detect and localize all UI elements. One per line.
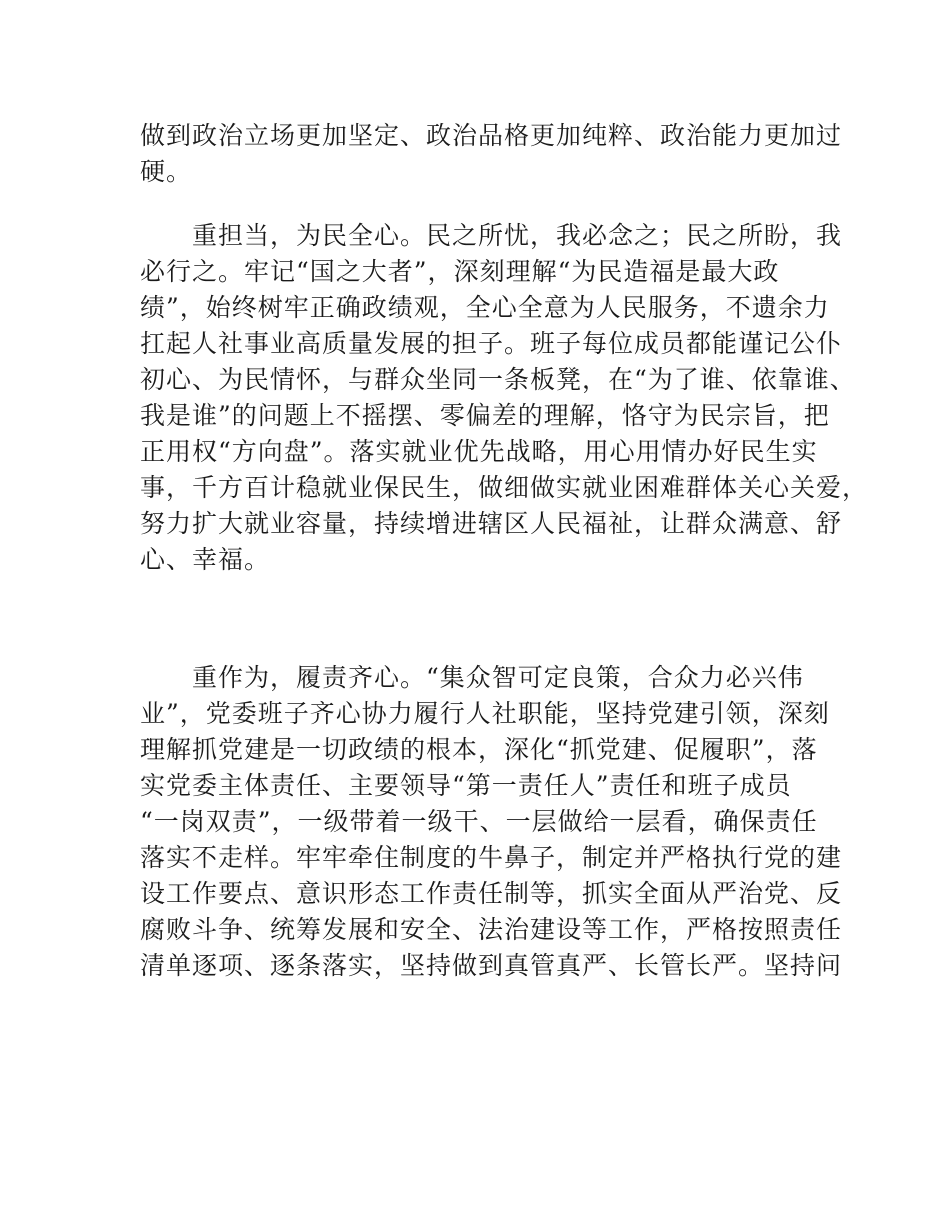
text-line: 硬。 bbox=[140, 157, 193, 186]
text-line: 我是谁”的问题上不摇摆、零偏差的理解，恪守为民宗旨，把 bbox=[140, 401, 830, 430]
text-line: 落实不走样。牢牢牵住制度的牛鼻子，制定并严格执行党的建 bbox=[140, 843, 843, 872]
text-line: “一岗双责”，一级带着一级干、一层做给一层看，确保责任 bbox=[140, 807, 818, 836]
text-line: 实党委主体责任、主要领导“第一责任人”责任和班子成员 bbox=[140, 771, 792, 800]
text-line: 做到政治立场更加坚定、政治品格更加纯粹、政治能力更加过 bbox=[140, 121, 843, 150]
text-line: 设工作要点、意识形态工作责任制等，抓实全面从严治党、反 bbox=[140, 879, 843, 908]
text-line: 事，千方百计稳就业保民生，做细做实就业困难群体关心关爱， bbox=[140, 473, 869, 502]
text-line: 绩”，始终树牢正确政绩观，全心全意为人民服务，不遗余力 bbox=[140, 293, 830, 322]
text-line: 初心、为民情怀，与群众坐同一条板凳，在“为了谁、依靠谁、 bbox=[140, 365, 856, 394]
text-line: 必行之。牢记“国之大者”，深刻理解“为民造福是最大政 bbox=[140, 257, 780, 286]
text-line: 努力扩大就业容量，持续增进辖区人民福祉，让群众满意、舒 bbox=[140, 509, 843, 538]
text-line: 心、幸福。 bbox=[140, 545, 271, 574]
paragraph-3 bbox=[140, 660, 843, 984]
text-line: 清单逐项、逐条落实，坚持做到真管真严、长管长严。坚持问 bbox=[140, 951, 843, 980]
paragraph-2 bbox=[140, 218, 869, 578]
text-line: 正用权“方向盘”。落实就业优先战略，用心用情办好民生实 bbox=[140, 437, 818, 466]
text-line: 理解抓党建是一切政绩的根本，深化“抓党建、促履职”，落 bbox=[140, 735, 818, 764]
text-line: 业”，党委班子齐心协力履行人社职能，坚持党建引领，深刻 bbox=[140, 699, 830, 728]
paragraph-1 bbox=[140, 118, 843, 190]
text-line: 扛起人社事业高质量发展的担子。班子每位成员都能谨记公仆 bbox=[140, 329, 843, 358]
text-line: 重担当，为民全心。民之所忧，我必念之；民之所盼，我 bbox=[140, 221, 843, 250]
text-line: 腐败斗争、统筹发展和安全、法治建设等工作，严格按照责任 bbox=[140, 915, 843, 944]
text-line: 重作为，履责齐心。“集众智可定良策，合众力必兴伟 bbox=[140, 663, 804, 692]
